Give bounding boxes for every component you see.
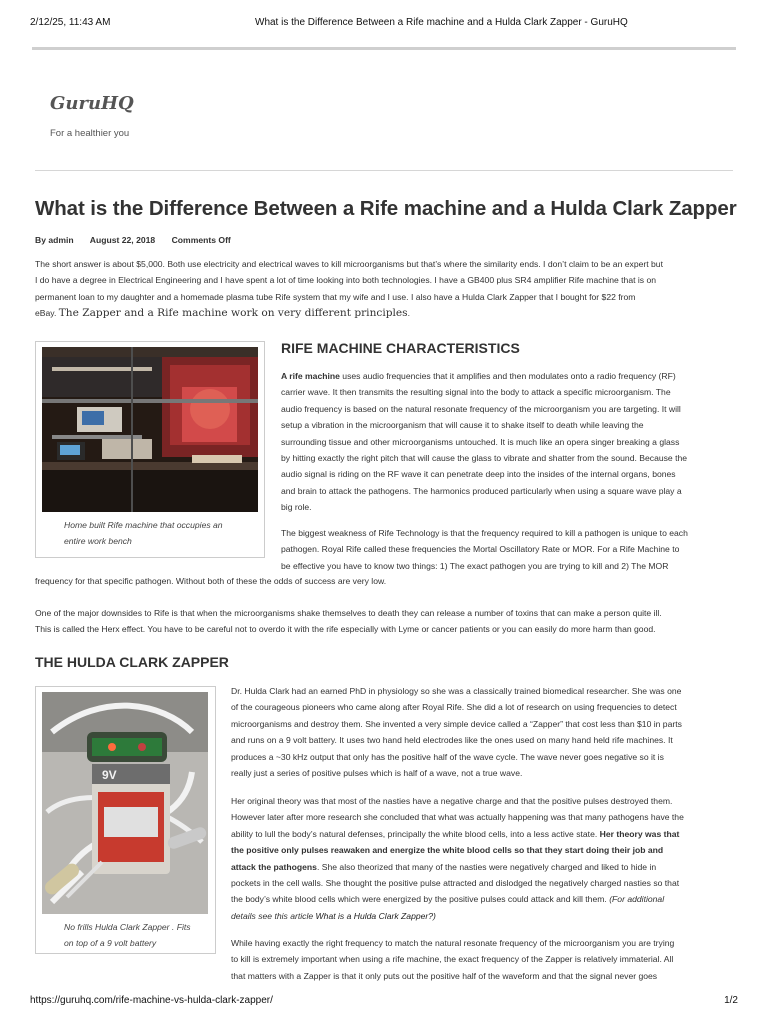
rife-line: be effective you have to know two things: 1) The exact pathogen you are trying to kill and 2) The MOR [281,560,669,571]
rife-line: big role. [281,502,312,513]
rife-line: carrier wave. It then transmits the resulting signal into the body to attack a specific microorganism. The [281,387,671,398]
intro-emphasis: The Zapper and a Rife machine work on very different principles [58,307,408,320]
rife-paragraph-1 [281,368,736,516]
rife-line: and brain to attack the pathogens. The harmonics produced particularly when using a square wave play a [281,485,682,496]
intro-line: permanent loan to my daughter and a homemade plasma tube Rife system that my wife and I use. I also have a Hulda Clark Zapper that I bought for $22 from [35,291,636,302]
article-meta [35,235,245,245]
rife-paragraph-2 [281,525,736,574]
zapper-line: pockets in the cell walls. She thought the positive pulse attracted and dislodged the negatively charged nasties so that [231,878,680,889]
zapper-line: Her original theory was that most of the nasties have a negative charge and that the positive pulses destroyed them. [231,796,673,806]
zapper-line: produces a ~30 kHz output that only has the positive half of the wave cycle. The wave never goes negative so it is [231,751,664,762]
zapper-line: really just a series of positive pulses which is half of a wave, not a true wave. [231,768,523,779]
rife-line: by hitting exactly the right pitch that will cause the glass to vibrate and shatter from the sound. Because the [281,453,688,464]
rife-line: pathogen. Royal Rife called these frequencies the Mortal Oscillatory Rate or MOR. For a Rife Machine to [281,544,680,555]
zapper-figure-caption [64,919,191,951]
print-footer-url: https://guruhq.com/rife-machine-vs-hulda-clark-zapper/ [30,995,273,1006]
rife-machine-figure [35,341,265,558]
caption-line: No frills Hulda Clark Zapper . Fits [64,922,191,932]
zapper-line: the body’s white blood cells which were energized by the positive pulses could attack and kill them. [231,894,610,905]
rife-line: One of the major downsides to Rife is that when the microorganisms shake themselves to death they can release a number of toxins that can make a person quite ill. [35,608,662,618]
rife-line: surrounding tissue and other microorganisms untouched. It is much like an opera singer breaking a glass [281,436,680,447]
zapper-emphasis: the positive only pulses reawaken and energize the white blood cells so that they start doing their job and [231,845,664,856]
zapper-line: that matters with a Zapper is that it only puts out the positive half of the waveform and that the signal never goes [231,970,658,981]
zapper-line: . She also theorized that many of the nasties were negatively charged and liked to hide in [316,861,657,872]
rife-line: uses audio frequencies that it amplifies and then modulates onto a radio frequency (RF) [342,371,676,381]
caption-line: entire work bench [64,536,132,546]
rife-heading: RIFE MACHINE CHARACTERISTICS [281,340,520,356]
zapper-line: While having exactly the right frequency to match the natural resonate frequency of the microorganism you are trying [231,938,675,948]
zapper-note: details see this article [231,910,316,921]
battery-label: 9V [102,768,117,782]
zapper-line: However later after more research she concluded that what was actually happening was that many pathogens have the [231,812,684,823]
rife-line: This is called the Herx effect. You have to be careful not to overdo it with the rife especially with Lyme or cancer patients or you can easily do more harm than good. [35,624,656,635]
zapper-heading: THE HULDA CLARK ZAPPER [35,654,229,670]
zapper-line: Dr. Hulda Clark had an earned PhD in physiology so she was a classically trained biomedical researcher. She was one [231,686,682,696]
intro-period: . [407,308,410,319]
article-author[interactable]: By admin [35,235,74,245]
intro-line: eBay. [35,308,59,319]
zapper-emphasis: Her theory was that [599,828,680,839]
intro-line: The short answer is about $5,000. Both use electricity and electrical waves to kill microorganisms but that’s where the similarity ends. I don’t claim to be an expert but [35,259,663,269]
rife-term: A rife machine [281,371,340,381]
print-page-number: 1/2 [724,995,738,1006]
zapper-paragraph-1 [231,683,741,781]
article-title: What is the Difference Between a Rife machine and a Hulda Clark Zapper [35,197,737,220]
article-comments: Comments Off [171,235,231,245]
zapper-line: ability to lull the body’s natural defenses, principally the white blood cells, into a less active state. [231,828,600,839]
rife-line: audio signal is riding on the RF wave it can penetrate deep into the insides of the internal organs, bones [281,469,676,480]
article-date: August 22, 2018 [89,235,156,245]
intro-paragraph [35,256,735,322]
zapper-line: microorganisms and destroy them. She invented a very simple device called a “Zapper” that cost less than $10 in parts [231,718,682,729]
print-page-title: What is the Difference Between a Rife machine and a Hulda Clark Zapper - GuruHQ [255,17,628,28]
rife-line: setup a vibration in the microorganism that will cause it to shake itself to death while leaving the [281,420,644,431]
rife-machine-image [42,347,258,512]
zapper-figure [35,686,216,954]
site-tagline: For a healthier you [50,128,130,139]
zapper-article-link[interactable]: What is a Hulda Clark Zapper?) [315,910,436,921]
caption-line: on top of a 9 volt battery [64,938,157,948]
rife-paragraph-2-end: frequency for that specific pathogen. Without both of these the odds of success are very low. [35,576,387,586]
header-divider [32,47,736,50]
zapper-line: and runs on a 9 volt battery. It uses two hand held electrodes like the ones used on many hand held rife machines. It [231,735,673,746]
print-datetime: 2/12/25, 11:43 AM [30,17,111,28]
masthead-divider [35,170,733,171]
intro-line: I do have a degree in Electrical Engineering and I have spent a lot of time looking into both technologies. I have a GB400 plus SR4 amplifier Rife machine that is on [35,275,657,286]
zapper-paragraph-3 [231,935,741,984]
zapper-emphasis: attack the pathogens [231,861,317,872]
site-logo[interactable]: GuruHQ [50,93,134,114]
zapper-note: (For additional [609,894,665,905]
zapper-paragraph-2 [231,793,741,924]
rife-figure-caption [64,517,223,549]
rife-line: audio frequency is based on the natural resonate frequency of the microorganism you are targeting. It will [281,403,681,414]
caption-line: Home built Rife machine that occupies an [64,520,223,530]
zapper-line: to kill is extremely important when using a rife machine, the exact frequency of the Zapper is relatively immaterial. All [231,954,674,965]
zapper-image [42,692,208,914]
rife-line: The biggest weakness of Rife Technology is that the frequency required to kill a pathogen is unique to each [281,528,688,538]
rife-paragraph-3 [35,605,745,638]
zapper-line: of the courageous pioneers who came along after Royal Rife. She did a lot of research on using frequencies to detect [231,702,677,713]
